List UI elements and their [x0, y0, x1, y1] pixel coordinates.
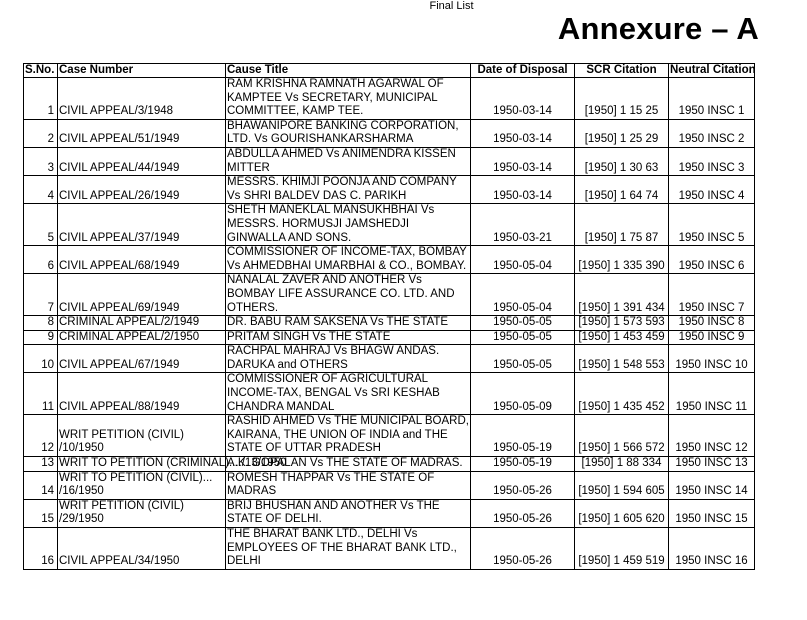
cell-case-number: CIVIL APPEAL/69/1949	[58, 274, 226, 316]
cell-neutral-citation: 1950 INSC 2	[669, 119, 755, 147]
table-row	[24, 274, 755, 316]
table-row	[24, 373, 755, 415]
cell-sno: 6	[24, 246, 58, 274]
cell-scr-citation: [1950] 1 435 452	[575, 373, 669, 415]
table-row	[24, 316, 755, 331]
cell-sno: 2	[24, 119, 58, 147]
final-list-label: Final List	[429, 0, 474, 12]
cell-case-number: CIVIL APPEAL/3/1948	[58, 78, 226, 120]
cell-date: 1950-05-19	[471, 457, 575, 472]
table-row	[24, 345, 755, 373]
cell-case-number: CIVIL APPEAL/88/1949	[58, 373, 226, 415]
cell-cause-title: ROMESH THAPPAR Vs THE STATE OF MADRAS	[226, 471, 471, 499]
col-header-scr: SCR Citation	[575, 64, 669, 78]
cell-sno: 16	[24, 528, 58, 570]
cell-scr-citation: [1950] 1 335 390	[575, 246, 669, 274]
cell-neutral-citation: 1950 INSC 10	[669, 345, 755, 373]
cell-date: 1950-03-14	[471, 147, 575, 175]
cell-neutral-citation: 1950 INSC 5	[669, 204, 755, 246]
cell-scr-citation: [1950] 1 605 620	[575, 499, 669, 527]
table-row	[24, 147, 755, 175]
cell-date: 1950-05-05	[471, 316, 575, 331]
table-row	[24, 119, 755, 147]
table-row	[24, 499, 755, 527]
cell-case-number: CRIMINAL APPEAL/2/1949	[58, 316, 226, 331]
col-header-cause-title: Cause Title	[226, 64, 471, 78]
cell-cause-title: NANALAL ZAVER AND ANOTHER Vs BOMBAY LIFE ASSURANCE CO. LTD. AND OTHERS.	[226, 274, 471, 316]
cell-scr-citation: [1950] 1 594 605	[575, 471, 669, 499]
table-row	[24, 457, 755, 472]
cell-sno: 3	[24, 147, 58, 175]
cell-sno: 11	[24, 373, 58, 415]
table-row	[24, 78, 755, 120]
cell-case-number: CIVIL APPEAL/51/1949	[58, 119, 226, 147]
cell-date: 1950-05-05	[471, 345, 575, 373]
cell-scr-citation: [1950] 1 453 459	[575, 330, 669, 345]
cell-neutral-citation: 1950 INSC 6	[669, 246, 755, 274]
cell-date: 1950-05-26	[471, 471, 575, 499]
cell-scr-citation: [1950] 1 75 87	[575, 204, 669, 246]
cell-cause-title: MESSRS. KHIMJI POONJA AND COMPANY Vs SHRI BALDEV DAS C. PARIKH	[226, 176, 471, 204]
cell-neutral-citation: 1950 INSC 8	[669, 316, 755, 331]
cell-scr-citation: [1950] 1 391 434	[575, 274, 669, 316]
cell-date: 1950-03-14	[471, 78, 575, 120]
cell-scr-citation: [1950] 1 15 25	[575, 78, 669, 120]
cell-neutral-citation: 1950 INSC 3	[669, 147, 755, 175]
cell-date: 1950-05-26	[471, 499, 575, 527]
cell-scr-citation: [1950] 1 64 74	[575, 176, 669, 204]
cell-date: 1950-03-21	[471, 204, 575, 246]
cell-sno: 4	[24, 176, 58, 204]
cell-date: 1950-05-09	[471, 373, 575, 415]
table-row	[24, 330, 755, 345]
cell-sno: 7	[24, 274, 58, 316]
cell-neutral-citation: 1950 INSC 13	[669, 457, 755, 472]
cell-date: 1950-05-19	[471, 415, 575, 457]
cell-date: 1950-05-04	[471, 274, 575, 316]
cell-cause-title: RACHPAL MAHRAJ Vs BHAGW ANDAS. DARUKA and OTHERS	[226, 345, 471, 373]
cell-date: 1950-03-14	[471, 119, 575, 147]
cell-cause-title: SHETH MANEKLAL MANSUKHBHAI Vs MESSRS. HORMUSJI JAMSHEDJI GINWALLA AND SONS.	[226, 204, 471, 246]
cell-neutral-citation: 1950 INSC 15	[669, 499, 755, 527]
cell-case-number: WRIT TO PETITION (CRIMINAL)..../13/1950	[58, 457, 226, 472]
cell-cause-title: COMMISSIONER OF INCOME-TAX, BOMBAY Vs AHMEDBHAI UMARBHAI & CO., BOMBAY.	[226, 246, 471, 274]
col-header-sno: S.No.	[24, 64, 58, 78]
cell-case-number: WRIT PETITION (CIVIL) /29/1950	[58, 499, 226, 527]
cell-cause-title: PRITAM SINGH Vs THE STATE	[226, 330, 471, 345]
cell-cause-title: DR. BABU RAM SAKSENA Vs THE STATE	[226, 316, 471, 331]
cell-sno: 8	[24, 316, 58, 331]
table-row	[24, 246, 755, 274]
cell-sno: 12	[24, 415, 58, 457]
cell-sno: 10	[24, 345, 58, 373]
cell-neutral-citation: 1950 INSC 12	[669, 415, 755, 457]
cell-case-number: CRIMINAL APPEAL/2/1950	[58, 330, 226, 345]
cell-cause-title: THE BHARAT BANK LTD., DELHI Vs EMPLOYEES OF THE BHARAT BANK LTD., DELHI	[226, 528, 471, 570]
cell-case-number: CIVIL APPEAL/44/1949	[58, 147, 226, 175]
cell-cause-title: A.K. GOPALAN Vs THE STATE OF MADRAS.	[226, 457, 471, 472]
table-row	[24, 471, 755, 499]
cell-scr-citation: [1950] 1 30 63	[575, 147, 669, 175]
cell-case-number: WRIT TO PETITION (CIVIL)... /16/1950	[58, 471, 226, 499]
table-row	[24, 528, 755, 570]
cell-cause-title: BHAWANIPORE BANKING CORPORATION, LTD. Vs GOURISHANKARSHARMA	[226, 119, 471, 147]
cell-cause-title: RASHID AHMED Vs THE MUNICIPAL BOARD, KAIRANA, THE UNION OF INDIA and THE STATE OF UTTAR PRADESH	[226, 415, 471, 457]
table-header-row	[24, 64, 755, 78]
cases-table	[23, 63, 755, 570]
cell-case-number: CIVIL APPEAL/68/1949	[58, 246, 226, 274]
cell-sno: 5	[24, 204, 58, 246]
cell-case-number: CIVIL APPEAL/67/1949	[58, 345, 226, 373]
annexure-title: Annexure – A	[557, 11, 759, 46]
cell-neutral-citation: 1950 INSC 1	[669, 78, 755, 120]
cell-case-number: CIVIL APPEAL/34/1950	[58, 528, 226, 570]
cell-date: 1950-05-04	[471, 246, 575, 274]
col-header-date: Date of Disposal	[471, 64, 575, 78]
cell-scr-citation: [1950] 1 88 334	[575, 457, 669, 472]
table-row	[24, 176, 755, 204]
cell-date: 1950-05-05	[471, 330, 575, 345]
cell-case-number: WRIT PETITION (CIVIL) /10/1950	[58, 415, 226, 457]
cell-cause-title: COMMISSIONER OF AGRICULTURAL INCOME-TAX, BENGAL Vs SRI KESHAB CHANDRA MANDAL	[226, 373, 471, 415]
cell-scr-citation: [1950] 1 548 553	[575, 345, 669, 373]
cell-case-number: CIVIL APPEAL/26/1949	[58, 176, 226, 204]
cell-neutral-citation: 1950 INSC 4	[669, 176, 755, 204]
cell-scr-citation: [1950] 1 25 29	[575, 119, 669, 147]
cell-scr-citation: [1950] 1 459 519	[575, 528, 669, 570]
cell-neutral-citation: 1950 INSC 7	[669, 274, 755, 316]
table-row	[24, 415, 755, 457]
cell-date: 1950-05-26	[471, 528, 575, 570]
cell-sno: 14	[24, 471, 58, 499]
cell-cause-title: RAM KRISHNA RAMNATH AGARWAL OF KAMPTEE Vs SECRETARY, MUNICIPAL COMMITTEE, KAMP TEE.	[226, 78, 471, 120]
cell-scr-citation: [1950] 1 573 593	[575, 316, 669, 331]
table-row	[24, 204, 755, 246]
cell-cause-title: BRIJ BHUSHAN AND ANOTHER Vs THE STATE OF DELHI.	[226, 499, 471, 527]
cell-date: 1950-03-14	[471, 176, 575, 204]
cell-sno: 1	[24, 78, 58, 120]
cell-sno: 9	[24, 330, 58, 345]
cell-cause-title: ABDULLA AHMED Vs ANIMENDRA KISSEN MITTER	[226, 147, 471, 175]
cell-neutral-citation: 1950 INSC 16	[669, 528, 755, 570]
cell-neutral-citation: 1950 INSC 11	[669, 373, 755, 415]
cell-sno: 15	[24, 499, 58, 527]
col-header-neutral: Neutral Citation	[670, 64, 756, 76]
cell-sno: 13	[24, 457, 58, 472]
cell-scr-citation: [1950] 1 566 572	[575, 415, 669, 457]
col-header-case-number: Case Number	[58, 64, 226, 78]
cell-neutral-citation: 1950 INSC 9	[669, 330, 755, 345]
cell-case-number: CIVIL APPEAL/37/1949	[58, 204, 226, 246]
cell-neutral-citation: 1950 INSC 14	[669, 471, 755, 499]
